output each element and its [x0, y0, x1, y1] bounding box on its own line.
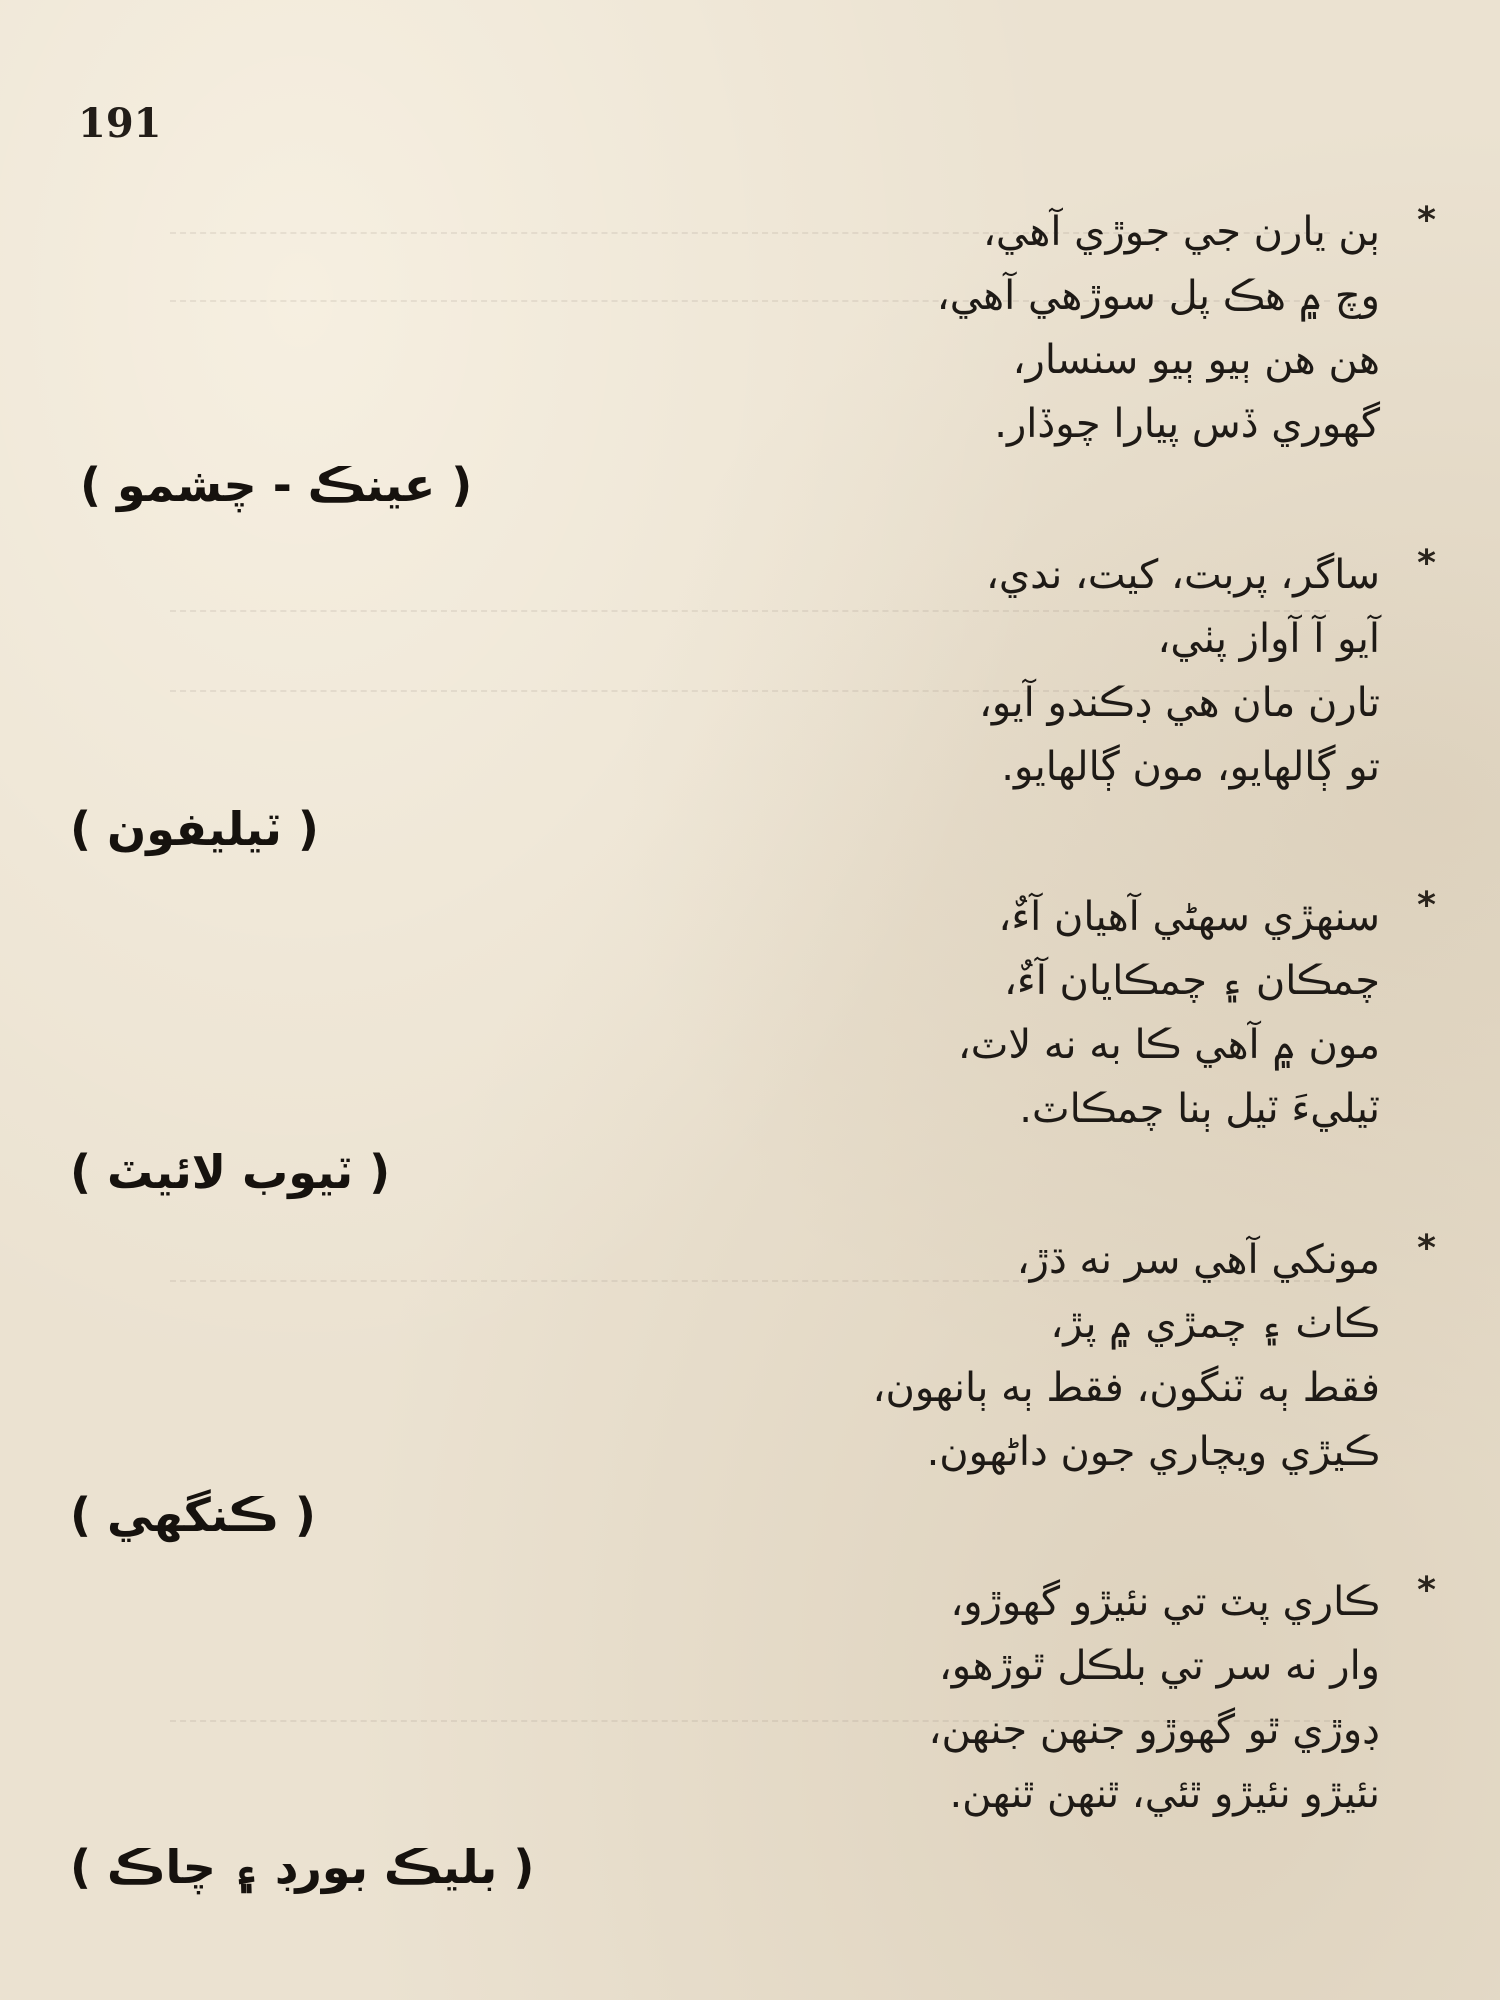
riddle-line: گهوري ڏس پيارا چوڏار. [994, 401, 1380, 447]
bullet-icon: * [1417, 1228, 1436, 1269]
riddle-lines [958, 885, 1380, 1141]
riddle-line: ڊوڙي ٿو گهوڙو جنهن جنهن، [928, 1707, 1380, 1753]
riddle-line: ٻن يارن جي جوڙي آهي، [983, 209, 1380, 255]
riddle-line: تو ڳالهايو، مون ڳالهايو. [1001, 744, 1380, 790]
riddle-answer: ( ٽيليفون ) [70, 802, 319, 856]
riddle-line: هن هن ٻيو ٻيو سنسار، [1012, 337, 1380, 383]
riddle-line: مون ۾ آهي ڪا به نه لاٽ، [957, 1022, 1380, 1068]
riddle-answer: ( ڪنگهي ) [70, 1488, 316, 1542]
riddle-line: تارن مان هي ڊڪندو آيو، [978, 680, 1380, 726]
riddle-line: وچ ۾ هڪ پل سوڙهي آهي، [936, 273, 1380, 319]
riddle-line: فقط ٻه ٽنگون، فقط ٻه ٻانهون، [872, 1365, 1380, 1411]
riddle-answer: ( عينڪ - چشمو ) [80, 458, 473, 512]
bullet-icon: * [1417, 200, 1436, 241]
riddle-line: سنهڙي سهڻي آهيان آءٌ، [998, 894, 1380, 940]
riddle-line: چمڪان ۽ چمڪايان آءٌ، [1003, 958, 1380, 1004]
riddle-lines [873, 1228, 1380, 1484]
riddle-line: آيو آ آواز پٺي، [1157, 616, 1380, 662]
bullet-icon: * [1417, 885, 1436, 926]
riddle-answer: ( بليڪ بورڊ ۽ چاڪ ) [70, 1840, 535, 1894]
riddle-line: ڪاري پٽ تي نئيڙو گهوڙو، [950, 1579, 1380, 1625]
bullet-icon: * [1417, 1570, 1436, 1611]
riddle-line: ساگر، پربت، کيت، ندي، [985, 552, 1380, 598]
riddle-lines [929, 1570, 1380, 1826]
riddle-answer: ( ٽيوب لائيٽ ) [70, 1145, 391, 1199]
riddle-line: وار نه سر تي بلڪل ٿوڙهو، [938, 1643, 1380, 1689]
riddle-line: ڪاٺ ۽ چمڙي ۾ پڙ، [1050, 1301, 1380, 1347]
riddle-line: نئيڙو نئيڙو ٿئي، ٿنهن ٿنهن. [949, 1771, 1380, 1817]
riddle-line: ٽيليءَ ٽيل ٻنا چمڪاٽ. [1019, 1086, 1380, 1132]
riddle-lines [979, 543, 1380, 799]
page-number: 191 [78, 100, 162, 147]
bullet-icon: * [1417, 543, 1436, 584]
riddle-line: ڪيڙي ويچاري جون داڻهون. [926, 1429, 1380, 1475]
riddle-lines [937, 200, 1380, 456]
riddle-line: مونکي آهي سر نه ڌڙ، [1016, 1237, 1380, 1283]
